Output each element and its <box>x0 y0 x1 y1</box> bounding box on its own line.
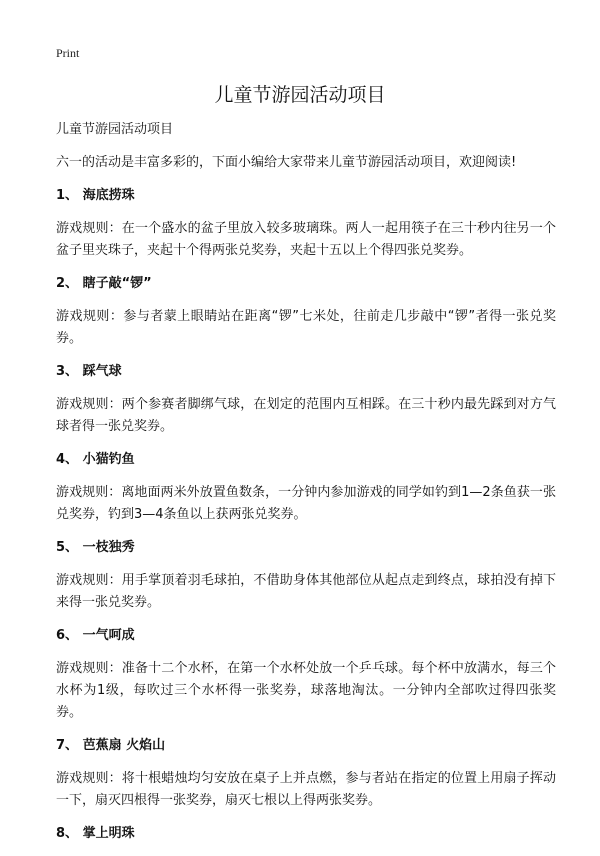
section-body-4: 游戏规则：离地面两米外放置鱼数条，一分钟内参加游戏的同学如钓到1—2条鱼获一张兑奖券，钓到3—4条鱼以上获两张兑奖券。 <box>56 485 556 522</box>
page-title: 儿童节游园活动项目 <box>214 84 386 106</box>
document-subtitle: 儿童节游园活动项目 <box>56 122 174 137</box>
document-content <box>56 119 556 856</box>
print-label: Print <box>56 46 80 60</box>
intro-paragraph: 六一的活动是丰富多彩的，下面小编给大家带来儿童节游园活动项目，欢迎阅读! <box>56 155 517 170</box>
section-body-1: 游戏规则：在一个盛水的盆子里放入较多玻璃珠。两人一起用筷子在三十秒内往另一个盆子里夹珠子，夹起十个得两张兑奖券，夹起十五以上个得四张兑奖券。 <box>56 221 556 258</box>
section-body-2: 游戏规则：参与者蒙上眼睛站在距离“锣”七米处，往前走几步敲中“锣”者得一张兑奖券。 <box>56 309 556 346</box>
section-body-7: 游戏规则：将十根蜡烛均匀安放在桌子上并点燃，参与者站在指定的位置上用扇子挥动一下，扇灭四根得一张奖券，扇灭七根以上得两张奖券。 <box>56 771 556 808</box>
section-body-3: 游戏规则：两个参赛者脚绑气球，在划定的范围内互相踩。在三十秒内最先踩到对方气球者得一张兑奖券。 <box>56 397 556 434</box>
section-heading-4: 4、 小猫钓鱼 <box>56 452 135 467</box>
section-heading-5: 5、 一枝独秀 <box>56 540 135 555</box>
section-heading-8: 8、 掌上明珠 <box>56 826 135 841</box>
section-heading-2: 2、 瞎子敲“锣” <box>56 276 152 291</box>
section-heading-3: 3、 踩气球 <box>56 364 122 379</box>
section-body-5: 游戏规则：用手掌顶着羽毛球拍，不借助身体其他部位从起点走到终点，球拍没有掉下来得一张兑奖券。 <box>56 573 556 610</box>
section-body-6: 游戏规则：准备十二个水杯，在第一个水杯处放一个乒乓球。每个杯中放满水，每三个水杯为1级，每吹过三个水杯得一张奖券，球落地淘汰。一分钟内全部吹过得四张奖券。 <box>56 661 556 720</box>
section-heading-1: 1、 海底捞珠 <box>56 188 135 203</box>
section-heading-7: 7、 芭蕉扇 火焰山 <box>56 738 166 753</box>
section-heading-6: 6、 一气呵成 <box>56 628 135 643</box>
